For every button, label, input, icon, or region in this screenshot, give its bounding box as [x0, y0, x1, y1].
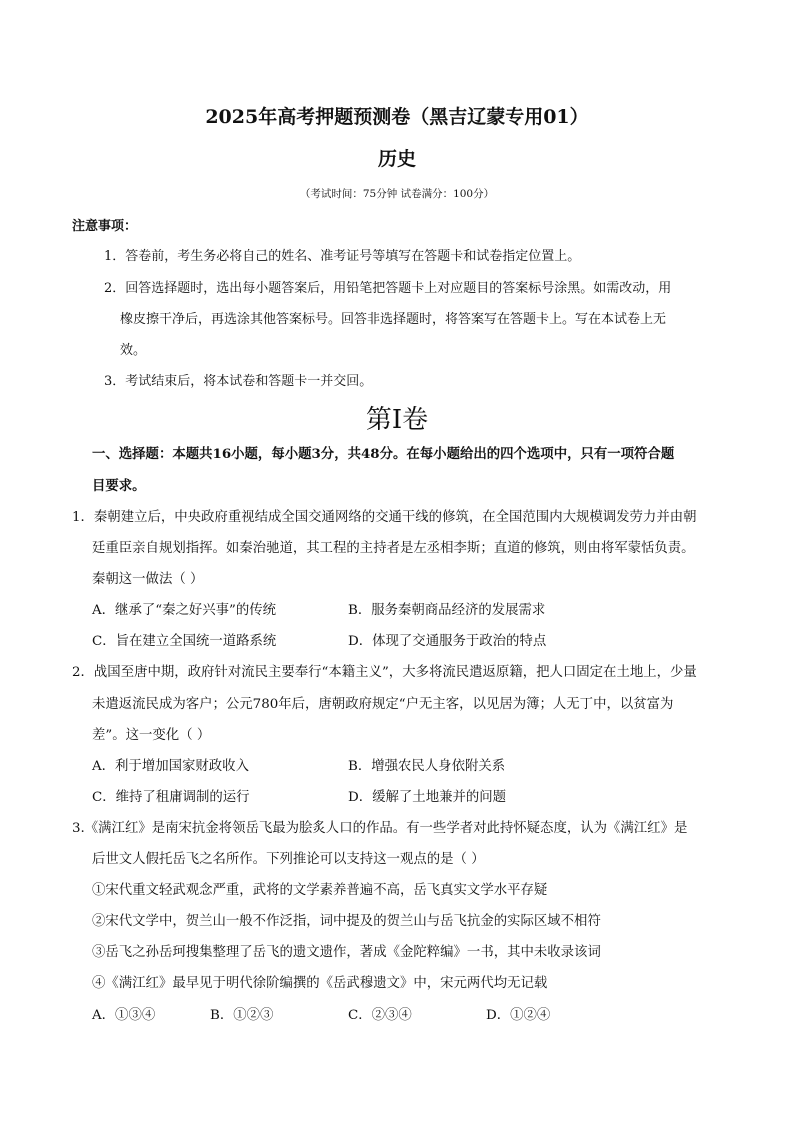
exam-title: 2025年高考押题预测卷（黑吉辽蒙专用01）	[205, 106, 589, 128]
option-b[interactable]: B．①②③	[210, 1008, 274, 1023]
question-stem: 1．秦朝建立后，中央政府重视结成全国交通网络的交通干线的修筑，在全国范围内大规模调发劳力并由朝	[72, 510, 697, 525]
option-d[interactable]: D．①②④	[486, 1008, 551, 1023]
option-d[interactable]: D．体现了交通服务于政治的特点	[348, 634, 547, 649]
question-statement: ②宋代文学中，贺兰山一般不作泛指，词中提及的贺兰山与岳飞抗金的实际区域不相符	[92, 914, 601, 929]
option-c[interactable]: C．维持了租庸调制的运行	[92, 790, 250, 805]
section-instructions: 一、选择题：本题共16小题，每小题3分，共48分。在每小题给出的四个选项中，只有一项符合题	[92, 446, 675, 462]
option-a[interactable]: A．利于增加国家财政收入	[92, 759, 249, 774]
question-stem: 3.《满江红》是南宋抗金将领岳飞最为脍炙人口的作品。有一些学者对此持怀疑态度，认为《满江红》是	[72, 821, 688, 836]
question-stem: 2．战国至唐中期，政府针对流民主要奉行“本籍主义”，大多将流民遣返原籍，把人口固定在土地上，少量	[72, 665, 697, 680]
subject-title: 历史	[377, 148, 416, 170]
volume-heading: 第Ⅰ卷	[365, 405, 429, 435]
notice-heading: 注意事项：	[72, 219, 138, 234]
option-b[interactable]: B．增强农民人身依附关系	[348, 759, 506, 774]
question-statement: ①宋代重文轻武观念严重，武将的文学素养普遍不高，岳飞真实文学水平存疑	[92, 883, 548, 898]
question-stem: 廷重臣亲自规划指挥。如秦治驰道，其工程的主持者是左丞相李斯；直道的修筑，则由将军蒙恬负责。	[92, 541, 695, 556]
option-a[interactable]: A．继承了“秦之好兴事”的传统	[92, 603, 277, 618]
option-b[interactable]: B．服务秦朝商品经济的发展需求	[348, 603, 546, 618]
notice-item-continued: 橡皮擦干净后，再选涂其他答案标号。回答非选择题时，将答案写在答题卡上。写在本试卷上无	[120, 312, 667, 327]
question-stem: 未遣返流民成为客户；公元780年后，唐朝政府规定“户无主客，以见居为簿；人无丁中，以贫富为	[92, 697, 674, 712]
question-stem: 后世文人假托岳飞之名所作。下列推论可以支持这一观点的是（ ）	[92, 852, 485, 867]
question-statement: ④《满江红》最早见于明代徐阶编撰的《岳武穆遗文》中，宋元两代均无记载	[92, 976, 548, 991]
notice-item: 3．考试结束后，将本试卷和答题卡一并交回。	[104, 374, 373, 389]
option-c[interactable]: C．旨在建立全国统一道路系统	[92, 634, 277, 649]
option-c[interactable]: C．②③④	[348, 1008, 412, 1023]
exam-info: （考试时间：75分钟 试卷满分：100分）	[299, 188, 495, 200]
option-d[interactable]: D．缓解了土地兼并的问题	[348, 790, 507, 805]
notice-item: 1．答卷前，考生务必将自己的姓名、准考证号等填写在答题卡和试卷指定位置上。	[104, 249, 581, 264]
notice-item: 2．回答选择题时，选出每小题答案后，用铅笔把答题卡上对应题目的答案标号涂黑。如需改动，用	[104, 281, 672, 296]
option-a[interactable]: A．①③④	[92, 1008, 156, 1023]
question-stem: 秦朝这一做法（ ）	[92, 572, 204, 587]
notice-item-continued: 效。	[120, 343, 147, 358]
section-instructions: 目要求。	[92, 478, 146, 494]
question-statement: ③岳飞之孙岳珂搜集整理了岳飞的遗文遗作，著成《金陀粹编》一书，其中未收录该词	[92, 945, 601, 960]
question-stem: 差”。这一变化（ ）	[92, 728, 211, 743]
